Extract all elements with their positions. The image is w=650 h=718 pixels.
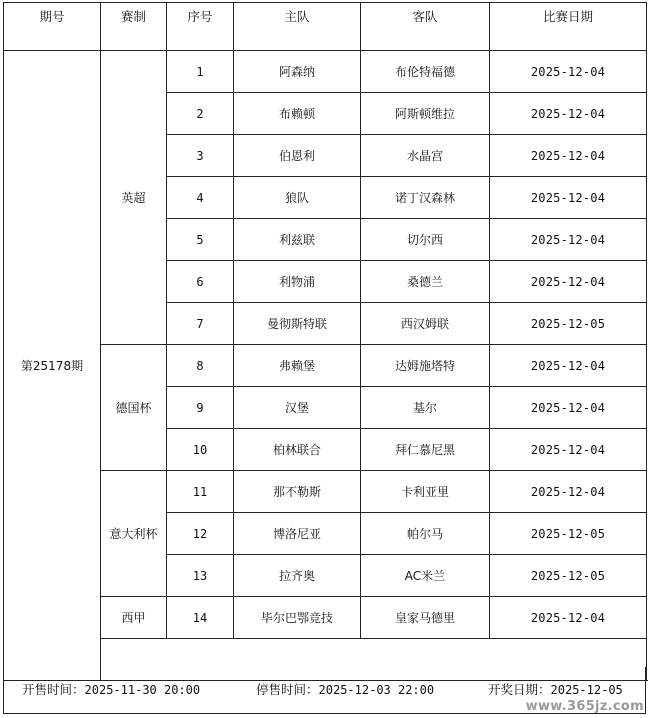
- home-team: 毕尔巴鄂竞技: [234, 597, 361, 639]
- match-seq: 7: [167, 303, 234, 345]
- table-row: [4, 471, 647, 513]
- match-date: 2025-12-04: [490, 387, 647, 429]
- home-team: 拉齐奥: [234, 555, 361, 597]
- away-team: 西汉姆联: [361, 303, 490, 345]
- match-date: 2025-12-04: [490, 51, 647, 93]
- match-seq: 2: [167, 93, 234, 135]
- league-coppa-italia: 意大利杯: [101, 471, 167, 597]
- match-date: 2025-12-04: [490, 345, 647, 387]
- match-seq: 4: [167, 177, 234, 219]
- site-watermark: www.365jz.com: [525, 699, 644, 714]
- header-seq: 序号: [167, 3, 234, 51]
- league-premier: 英超: [101, 51, 167, 345]
- match-seq: 14: [167, 597, 234, 639]
- home-team: 狼队: [234, 177, 361, 219]
- away-team: 基尔: [361, 387, 490, 429]
- match-date: 2025-12-04: [490, 471, 647, 513]
- away-team: 切尔西: [361, 219, 490, 261]
- match-schedule-table: [3, 2, 647, 681]
- match-date: 2025-12-04: [490, 93, 647, 135]
- header-date: 比赛日期: [490, 3, 647, 51]
- away-team: 帕尔马: [361, 513, 490, 555]
- away-team: 桑德兰: [361, 261, 490, 303]
- match-date: 2025-12-04: [490, 597, 647, 639]
- match-date: 2025-12-04: [490, 177, 647, 219]
- sale-stop: [256, 680, 434, 698]
- home-team: 博洛尼亚: [234, 513, 361, 555]
- table-row: [4, 597, 647, 639]
- draw-date-value: 2025-12-05: [550, 683, 623, 697]
- home-team: 布赖顿: [234, 93, 361, 135]
- sale-stop-label: 停售时间：: [256, 682, 319, 697]
- home-team: 曼彻斯特联: [234, 303, 361, 345]
- sale-start: [22, 680, 200, 698]
- header-row: [4, 3, 647, 51]
- league-la-liga: 西甲: [101, 597, 167, 639]
- away-team: 布伦特福德: [361, 51, 490, 93]
- header-issue: 期号: [4, 3, 101, 51]
- match-seq: 8: [167, 345, 234, 387]
- match-date: 2025-12-04: [490, 219, 647, 261]
- away-team: AC米兰: [361, 555, 490, 597]
- sale-stop-value: 2025-12-03 22:00: [318, 683, 435, 697]
- sale-start-value: 2025-11-30 20:00: [84, 683, 201, 697]
- home-team: 阿森纳: [234, 51, 361, 93]
- match-seq: 12: [167, 513, 234, 555]
- match-date: 2025-12-04: [490, 429, 647, 471]
- away-team: 阿斯顿维拉: [361, 93, 490, 135]
- home-team: 弗赖堡: [234, 345, 361, 387]
- match-seq: 13: [167, 555, 234, 597]
- away-team: 诺丁汉森林: [361, 177, 490, 219]
- away-team: 拜仁慕尼黑: [361, 429, 490, 471]
- match-seq: 3: [167, 135, 234, 177]
- header-home: 主队: [234, 3, 361, 51]
- table-row: [4, 345, 647, 387]
- draw-date: [488, 680, 623, 698]
- match-date: 2025-12-05: [490, 513, 647, 555]
- match-seq: 5: [167, 219, 234, 261]
- home-team: 利物浦: [234, 261, 361, 303]
- issue-number: 第25178期: [4, 51, 101, 681]
- away-team: 水晶宫: [361, 135, 490, 177]
- match-seq: 10: [167, 429, 234, 471]
- match-date: 2025-12-05: [490, 555, 647, 597]
- table-row: [4, 51, 647, 93]
- match-date: 2025-12-05: [490, 303, 647, 345]
- match-seq: 6: [167, 261, 234, 303]
- match-seq: 9: [167, 387, 234, 429]
- sale-start-label: 开售时间：: [22, 682, 85, 697]
- home-team: 利兹联: [234, 219, 361, 261]
- header-league: 赛制: [101, 3, 167, 51]
- draw-date-label: 开奖日期：: [488, 682, 551, 697]
- home-team: 汉堡: [234, 387, 361, 429]
- home-team: 伯恩利: [234, 135, 361, 177]
- match-date: 2025-12-04: [490, 135, 647, 177]
- header-away: 客队: [361, 3, 490, 51]
- away-team: 皇家马德里: [361, 597, 490, 639]
- match-date: 2025-12-04: [490, 261, 647, 303]
- league-dfb-pokal: 德国杯: [101, 345, 167, 471]
- away-team: 卡利亚里: [361, 471, 490, 513]
- lottery-schedule-sheet: [3, 2, 646, 714]
- match-seq: 1: [167, 51, 234, 93]
- away-team: 达姆施塔特: [361, 345, 490, 387]
- match-seq: 11: [167, 471, 234, 513]
- home-team: 柏林联合: [234, 429, 361, 471]
- home-team: 那不勒斯: [234, 471, 361, 513]
